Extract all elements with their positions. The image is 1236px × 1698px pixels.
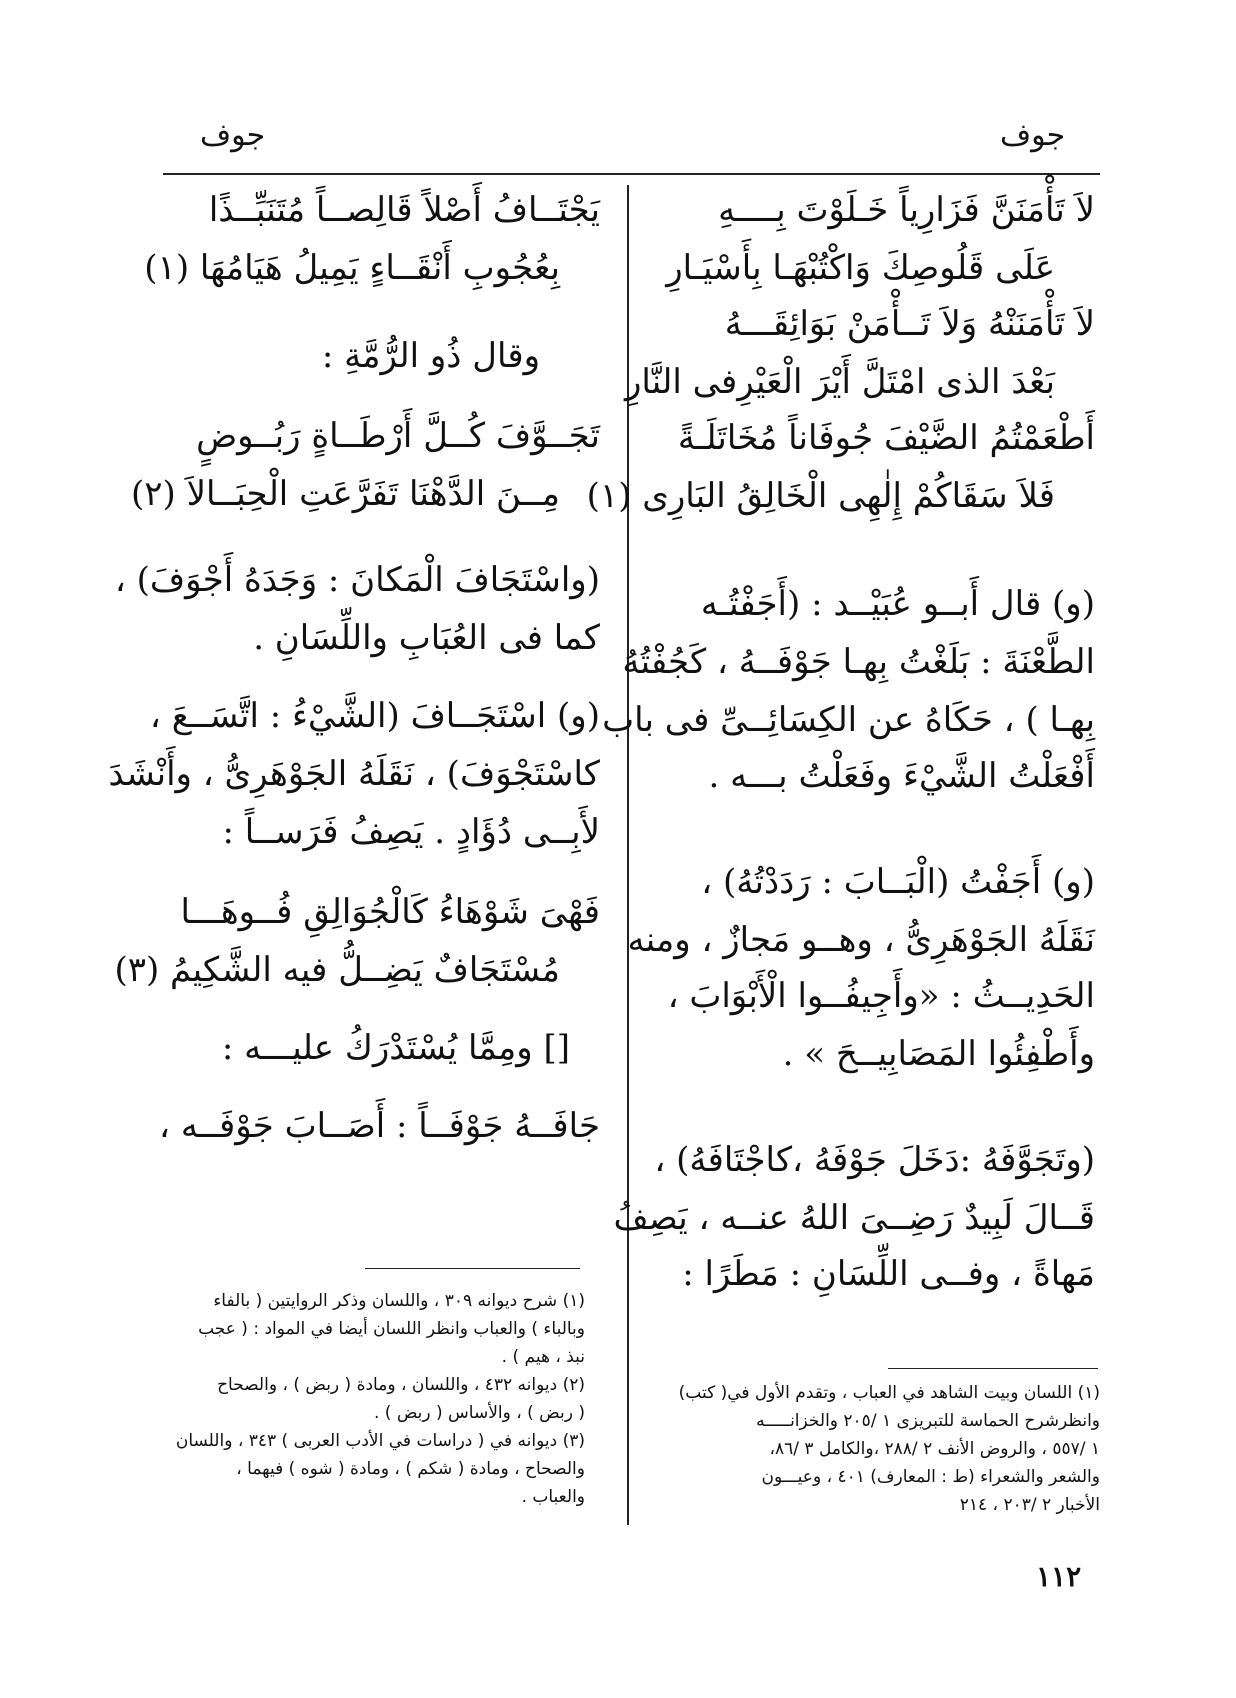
text-line: الطَّعْنَةَ : بَلَغْتُ بِهـا جَوْفَــهُ ، كَجُفْتُهُ (622, 642, 1095, 682)
footnote-line: ( ربض ) ، والأساس ( ربض ) . (374, 1403, 585, 1423)
verse-line: بَعْدَ الذى امْتَلَّ أَيْرَ الْعَيْرِفى النَّارِ (624, 362, 1055, 402)
verse-line: مُسْتَجَافٌ يَضِــلُّ فيه الشَّكِيمُ (٣) (114, 950, 560, 990)
verse-line: لاَ تَأْمَنَنْهُ وَلاَ تَــأْمَنْ بَوَائِقَـــهُ (724, 304, 1095, 344)
text-line: كما فى العُبَابِ واللِّسَانِ . (253, 618, 600, 658)
verse-line: بِعُجُوبِ أَنْقَــاءٍ يَمِيلُ هَيَامُهَا (١) (144, 248, 560, 288)
footnote-line: (١) شرح ديوانه ٣٠٩ ، واللسان وذكر الروايتين ( بالفاء (213, 1291, 585, 1311)
verse-line: أَطْعَمْتُمُ الضَّيْفَ جُوفَاناً مُخَاتَلَـةً (677, 418, 1095, 458)
footnote-line: الأخبار ٢ /٢٠٣ ، ٢١٤ (959, 1495, 1100, 1515)
verse-line: لاَ تَأْمَنَنَّ فَزَارِياً خَـلَوْتَ بِــــهِ (718, 190, 1095, 230)
text-line: (و) اسْتَجَــافَ (الشَّيْءُ : اتَّسَــعَ ، (149, 696, 600, 736)
verse-line: مِــنَ الدَّهْنَا تَفَرَّعَتِ الْحِبَــالاَ (٢) (130, 474, 560, 514)
verse-line: تَجَــوَّفَ كُــلَّ أَرْطَــاةٍ رَبُــوضٍ (196, 416, 600, 456)
footnote-line: (١) اللسان وبيت الشاهد في العباب ، وتقدم الأول في( كتب) (678, 1383, 1100, 1403)
footnote-line: (٢) ديوانه ٤٣٢ ، واللسان ، ومادة ( ربض ) ، والصحاح (217, 1375, 585, 1395)
text-line: وقال ذُو الرُّمَّةِ : (321, 336, 540, 376)
text-line: (واسْتَجَافَ الْمَكانَ : وَجَدَهُ أَجْوَفَ) ، (114, 560, 600, 600)
footnote-rule-right (888, 1368, 1098, 1369)
footnote-line: والصحاح ، ومادة ( شكم ) ، ومادة ( شوه ) فيهما ، (236, 1459, 585, 1479)
running-header-left: جوف (200, 118, 266, 153)
text-line: أَفْعَلْتُ الشَّيْءَ وفَعَلْتُ بـــه . (708, 756, 1095, 796)
footnote-line: وانظرشرح الحماسة للتبريزى ١ /٢٠٥ والخزانـــــه (756, 1411, 1100, 1431)
text-line: بِهـا ) ، حَكَاهُ عن الكِسَائِــىِّ فى باب (602, 700, 1095, 740)
text-line: مَهاةً ، وفــى اللِّسَانِ : مَطَرًا : (682, 1254, 1095, 1294)
verse-line: يَجْتَــافُ أَصْلاً قَالِصــاً مُتَنَبِّــذًا (208, 190, 600, 230)
text-line: وأَطْفِئُوا المَصَابِيــحَ » . (782, 1034, 1095, 1074)
footnote-line: نبذ ، هيم ) . (501, 1347, 585, 1367)
text-line: قَــالَ لَبِيدٌ رَضِــىَ اللهُ عنــه ، يَصِفُ (613, 1198, 1095, 1238)
footnote-rule-left (365, 1268, 580, 1269)
footnote-line: وبالباء ) والعباب وانظر اللسان أيضا في المواد : ( عجب (198, 1319, 585, 1339)
text-line: (و) قال أَبــو عُبَيْــد : (أَجَفْتُـه (700, 584, 1095, 624)
text-line: جَافَــهُ جَوْفَــاً : أَصَــابَ جَوْفَــه ، (159, 1106, 600, 1146)
text-line: (و) أَجَفْتُ (الْبَــابَ : رَدَدْتُهُ) ، (701, 862, 1095, 902)
text-line: (وتَجَوَّفَهُ :دَخَلَ جَوْفَهُ ،كاجْتَافَهُ) ، (654, 1140, 1095, 1180)
verse-line: عَلَى قَلُوصِكَ وَاكْتُبْهَـا بِأَسْيَـارِ (666, 248, 1055, 288)
verse-line: فَهْىَ شَوْهَاءُ كَالْجُوَالِقِ فُــوهَـــا (180, 892, 600, 932)
header-rule (163, 173, 1100, 175)
text-line: نَقَلَهُ الجَوْهَرِىُّ ، وهــو مَجازٌ ، ومنه (627, 920, 1095, 960)
text-line: [] ومِمَّا يُسْتَدْرَكُ عليـــه : (221, 1028, 570, 1068)
text-line: لأَبِــى دُؤَادٍ . يَصِفُ فَرَســاً : (222, 812, 600, 852)
footnote-line: والعباب . (521, 1487, 585, 1507)
page-number: ١١٢ (1036, 1560, 1082, 1593)
footnote-line: (٣) ديوانه في ( دراسات في الأدب العربى ) ٣٤٣ ، واللسان (175, 1431, 585, 1451)
verse-line: فَلاَ سَقَاكُمْ إِلٰهِى الْخَالِقُ البَارِى (١) (586, 476, 1055, 516)
text-line: كاسْتَجْوَفَ) ، نَقَلَهُ الجَوْهَرِىُّ ، وأَنْشَدَ (108, 754, 600, 794)
footnote-line: ١ /٥٥٧ ، والروض الأنف ٢ /٢٨٨ ،والكامل ٣ /٨٦، (769, 1439, 1100, 1459)
footnote-line: والشعر والشعراء (ط : المعارف) ٤٠١ ، وعيـــون (761, 1467, 1100, 1487)
running-header-right: جوف (1000, 118, 1066, 153)
text-line: الحَدِيــثُ : «وأَجِيفُــوا الْأَبْوَابَ ، (667, 976, 1095, 1016)
